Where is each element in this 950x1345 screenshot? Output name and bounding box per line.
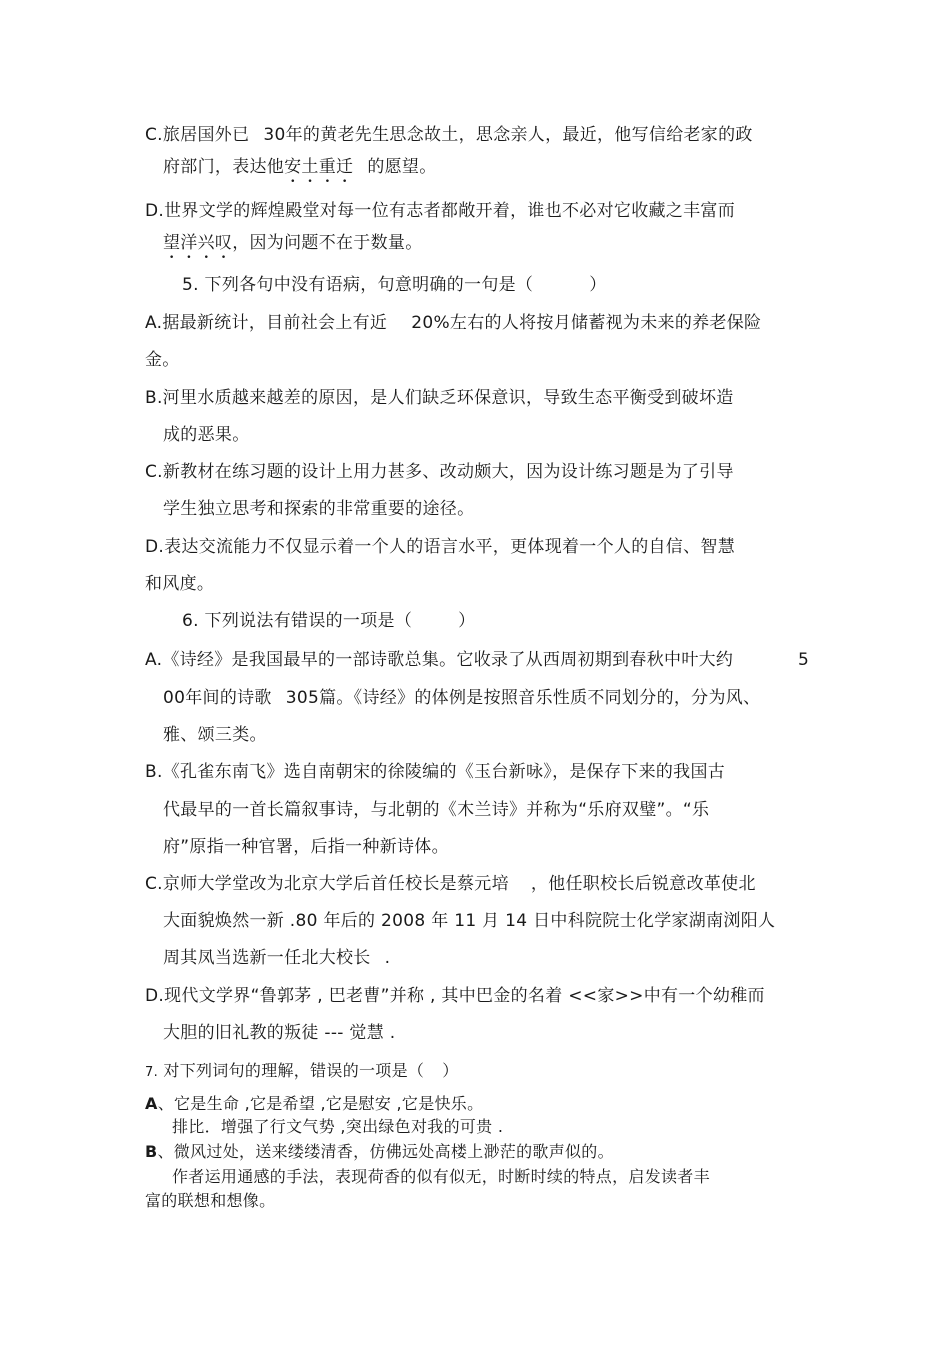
- q7-number: 7.: [145, 1065, 159, 1080]
- q7-stem-text: 对下列词句的理解，错误的一项是（: [163, 1061, 425, 1080]
- q6-option-a-line1: [145, 649, 733, 671]
- q5-option-b-line2: [163, 424, 250, 446]
- q6-option-b-line2: [163, 799, 709, 821]
- q5-option-d-text-b: 和风度。: [145, 574, 215, 594]
- q6-option-a-line1-end: [798, 649, 809, 671]
- q4-option-c-text-d: 的愿望。: [367, 157, 437, 177]
- q6-option-b-text-a: B.《孔雀东南飞》选自南朝宋的徐陵编的《玉台新咏》，是保存下来的我国古: [145, 762, 726, 782]
- q4-option-c-idiom: 安土重迁: [284, 157, 354, 177]
- q5-option-d-line1: [145, 536, 735, 558]
- q5-option-b-text-a: B.河里水质越来越差的原因，是人们缺乏环保意识，导致生态平衡受到破坏造: [145, 388, 734, 408]
- q4-option-d-text-b: ，因为问题不在于数量。: [232, 233, 423, 253]
- q6-option-c-text-a: C.京师大学堂改为北京大学后首任校长是蔡元培: [145, 874, 509, 894]
- q5-option-a-text-a: A.据最新统计，目前社会上有近: [145, 313, 388, 333]
- q5-stem-text: 5. 下列各句中没有语病，句意明确的一句是（: [182, 275, 534, 295]
- q7-option-b-text-c: 富的联想和想像。: [145, 1191, 276, 1210]
- q6-option-a-line2: [163, 687, 760, 709]
- q5-option-c-text-b: 学生独立思考和探索的非常重要的途径。: [163, 499, 475, 519]
- q4-option-d-text-a: D.世界文学的辉煌殿堂对每一位有志者都敞开着，谁也不必对它收藏之丰富而: [145, 201, 735, 221]
- q6-stem-text: 6. 下列说法有错误的一项是（: [182, 611, 413, 631]
- q4-option-c-line2: [163, 156, 437, 187]
- q6-option-a-text-b: 00年间的诗歌: [163, 688, 272, 708]
- q6-option-c-line1: [145, 873, 756, 895]
- q6-option-a-text-d: 雅、颂三类。: [163, 725, 267, 745]
- q4-option-c-text-a: C.旅居国外已: [145, 125, 250, 145]
- q6-option-c-text-d: 周其凤当选新一任北大校长: [163, 948, 371, 968]
- q6-option-d-line1: [145, 985, 765, 1007]
- q6-option-b-line3: [163, 836, 449, 858]
- q5-option-c-line1: [145, 461, 734, 483]
- q5-option-d-line2: [145, 573, 214, 595]
- q4-option-c-text-b: 30年的黄老先生思念故土，思念亲人，最近，他写信给老家的政: [263, 125, 753, 145]
- q7-option-b-line1: [145, 1141, 614, 1163]
- q6-option-d-text-b: 大胆的旧礼教的叛徒 --- 觉慧 .: [163, 1023, 396, 1043]
- q5-option-a-line2: [145, 349, 180, 371]
- q5-option-b-line1: [145, 387, 734, 409]
- q6-option-d-line2: [163, 1022, 395, 1044]
- q6-option-b-line1: [145, 761, 725, 783]
- q6-stem: [182, 610, 475, 632]
- q6-option-c-text-e: .: [384, 948, 391, 968]
- q7-option-b-line3: [145, 1190, 275, 1212]
- q6-option-c-text-b: ，他任职校长后锐意改革使北: [530, 874, 756, 894]
- q7-option-a-line2: [172, 1116, 503, 1138]
- q5-option-a-text-b: 20%左右的人将按月储蓄视为未来的养老保险: [411, 313, 762, 333]
- q7-option-a-text-b: 排比．增强了行文气势 ,突出绿色对我的可贵 .: [172, 1117, 504, 1136]
- q5-option-c-line2: [163, 498, 474, 520]
- q4-option-c-text-c: 府部门，表达他: [163, 157, 285, 177]
- q6-option-a-text-a: A.《诗经》是我国最早的一部诗歌总集。它收录了从西周初期到春秋中叶大约: [145, 650, 734, 670]
- q7-option-a-line1: [145, 1093, 483, 1115]
- q4-option-d-line1: [145, 200, 735, 222]
- q6-answer-paren: ）: [458, 611, 476, 631]
- q6-option-c-line3: [163, 947, 390, 969]
- q6-option-b-text-b: 代最早的一首长篇叙事诗，与北朝的《木兰诗》并称为“乐府双璧”。“乐: [163, 800, 710, 820]
- q6-option-a-line3: [163, 724, 267, 746]
- q7-option-b-text-b: 作者运用通感的手法，表现荷香的似有似无，时断时续的特点，启发读者丰: [172, 1167, 710, 1186]
- q6-option-a-text-c: 305篇。《诗经》的体例是按照音乐性质不同划分的，分为风、: [285, 688, 761, 708]
- q6-option-b-text-c: 府”原指一种官署，后指一种新诗体。: [163, 837, 449, 857]
- q5-answer-paren: ）: [589, 275, 607, 295]
- q7-option-b-text-a: 、微风过处，送来缕缕清香，仿佛远处高楼上渺茫的歌声似的。: [157, 1142, 614, 1161]
- q5-option-c-text-a: C.新教材在练习题的设计上用力甚多、改动颇大，因为设计练习题是为了引导: [145, 462, 734, 482]
- q6-option-c-line2: [163, 910, 775, 932]
- q7-option-a-label: A: [145, 1094, 158, 1113]
- q6-option-d-text-a: D.现代文学界“鲁郭茅 , 巴老曹”并称 , 其中巴金的名着 <<家>>中有一个幼稚而: [145, 986, 765, 1006]
- q6-option-c-text-c: 大面貌焕然一新 .80 年后的 2008 年 11 月 14 日中科院院士化学家湖南浏阳人: [163, 911, 776, 931]
- q7-option-a-text-a: 、它是生命 ,它是希望 ,它是慰安 ,它是快乐。: [157, 1094, 484, 1113]
- q5-option-a-text-c: 金。: [145, 350, 180, 370]
- q5-stem: [182, 274, 607, 296]
- q7-answer-paren: ）: [442, 1061, 459, 1080]
- q7-stem: [145, 1060, 459, 1084]
- q5-option-a-line1: [145, 312, 761, 334]
- q5-option-b-text-b: 成的恶果。: [163, 425, 250, 445]
- q4-option-d-idiom: 望洋兴叹: [163, 233, 233, 253]
- q7-option-b-label: B: [145, 1142, 158, 1161]
- q5-option-d-text-a: D.表达交流能力不仅显示着一个人的语言水平，更体现着一个人的自信、智慧: [145, 537, 735, 557]
- q6-option-a-digit: 5: [798, 650, 810, 670]
- q7-option-b-line2: [172, 1166, 710, 1188]
- q4-option-d-line2: [163, 232, 423, 263]
- q4-option-c-line1: [145, 124, 753, 146]
